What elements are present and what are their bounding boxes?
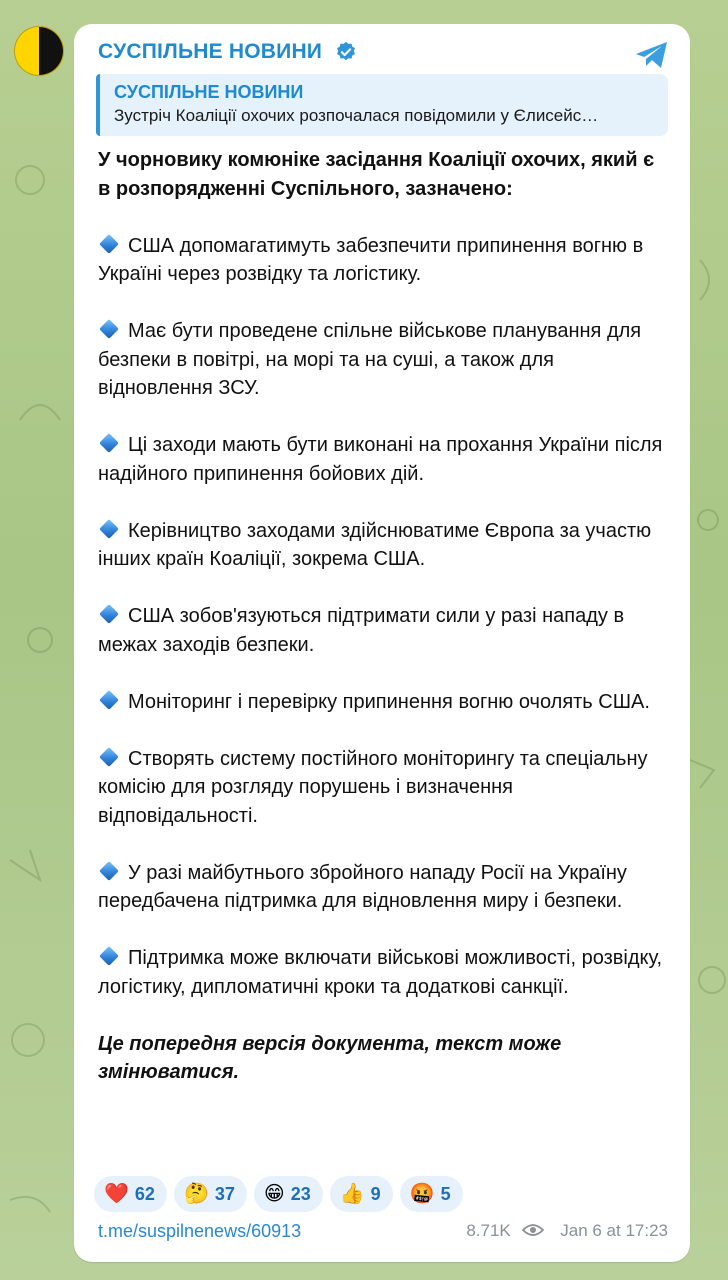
reactions-bar [94, 1176, 470, 1212]
bullet-item [98, 688, 670, 717]
grinning-face-icon: 😁 [263, 1183, 285, 1205]
blue-diamond-icon [99, 433, 119, 453]
bullet-text: Моніторинг і перевірку припинення вогню очолять США. [128, 690, 650, 713]
bullet-text: Ці заходи мають бути виконані на прохання України після надійного припинення бойових дій. [98, 434, 663, 485]
blue-diamond-icon [99, 946, 119, 966]
blue-diamond-icon [99, 861, 119, 881]
bullet-item [98, 431, 670, 488]
reaction-count: 5 [440, 1184, 451, 1204]
verified-badge-icon [335, 41, 357, 63]
channel-avatar[interactable] [14, 26, 64, 76]
message-footer [98, 1221, 668, 1245]
message-header [98, 40, 670, 70]
reply-title: СУСПІЛЬНЕ НОВИНИ [114, 82, 304, 102]
reaction-grin[interactable] [254, 1176, 323, 1212]
message-intro: У чорновику комюніке засідання Коаліції охочих, який є в розпорядженні Суспільного, зазначено: [98, 149, 655, 200]
bullet-text: США зобов'язуються підтримати сили у разі нападу в межах заходів безпеки. [98, 605, 625, 656]
message-body [98, 146, 670, 1115]
reaction-angry[interactable] [400, 1176, 463, 1212]
bullet-item [98, 859, 670, 916]
reaction-thumbs-up[interactable] [330, 1176, 393, 1212]
views-count: 8.71K [466, 1221, 511, 1240]
blue-diamond-icon [99, 519, 119, 539]
thumbs-up-icon: 👍 [339, 1183, 365, 1205]
bullet-text: Керівництво заходами здійснюватиме Європа за участю інших країн Коаліції, зокрема США. [98, 519, 652, 570]
blue-diamond-icon [99, 319, 119, 339]
bullet-item [98, 517, 670, 574]
blue-diamond-icon [99, 747, 119, 767]
bullet-text: Підтримка може включати військові можливості, розвідку, логістику, дипломатичні кроки та додаткові санкції. [98, 947, 663, 998]
bullet-item [98, 317, 670, 403]
reply-text: Зустріч Коаліції охочих розпочалася повідомили у Єлисейс… [114, 106, 599, 125]
message-bubble [74, 24, 690, 1262]
blue-diamond-icon [99, 690, 119, 710]
bullet-item [98, 745, 670, 831]
heart-icon: ❤️ [104, 1183, 129, 1205]
reaction-count: 37 [214, 1184, 235, 1204]
channel-name[interactable]: СУСПІЛЬНЕ НОВИНИ [98, 40, 323, 63]
thinking-face-icon: 🤔 [183, 1183, 209, 1205]
bullet-text: У разі майбутнього збройного нападу Росії на Україну передбачена підтримка для відновлення миру і безпеки. [98, 861, 627, 912]
eye-icon [522, 1223, 544, 1237]
reaction-heart[interactable] [94, 1176, 167, 1212]
bullet-text: США допомагатимуть забезпечити припинення вогню в Україні через розвідку та логістику. [98, 234, 644, 285]
message-meta [466, 1221, 668, 1241]
blue-diamond-icon [99, 234, 119, 254]
blue-diamond-icon [99, 604, 119, 624]
timestamp: Jan 6 at 17:23 [560, 1221, 668, 1240]
reaction-count: 62 [134, 1184, 155, 1204]
reply-quote[interactable] [96, 74, 668, 136]
bullet-text: Створять систему постійного моніторингу та спеціальну комісію для розгляду порушень і визначення відповідальності. [98, 747, 648, 827]
message-outro: Це попередня версія документа, текст може змінюватися. [98, 1032, 562, 1083]
reaction-thinking[interactable] [174, 1176, 247, 1212]
avatar-logo-half [39, 27, 63, 75]
reaction-count: 9 [370, 1184, 381, 1204]
reaction-count: 23 [290, 1184, 311, 1204]
bullet-item [98, 602, 670, 659]
bullet-item [98, 232, 670, 289]
post-link[interactable]: t.me/suspilnenews/60913 [98, 1221, 302, 1241]
angry-face-icon: 🤬 [409, 1183, 435, 1205]
bullet-text: Має бути проведене спільне військове планування для безпеки в повітрі, на морі та на суші, а також для відновлення ЗСУ. [98, 320, 642, 399]
bullet-item [98, 944, 670, 1001]
telegram-share-icon[interactable] [634, 40, 670, 70]
